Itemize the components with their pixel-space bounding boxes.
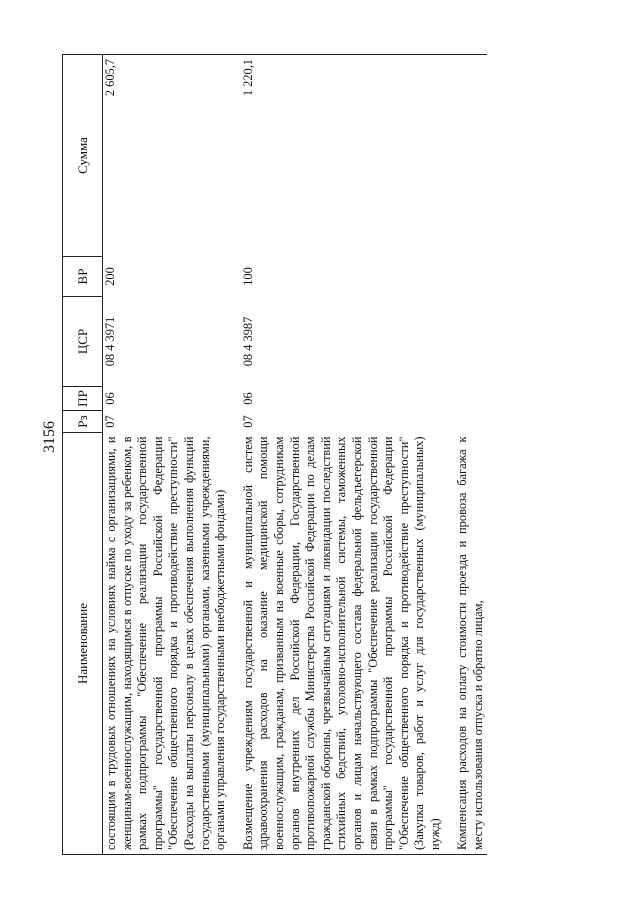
- row-sum: 2 605,7: [103, 55, 229, 257]
- row-rz: 07: [240, 415, 255, 428]
- row-name: Компенсация расходов на оплату стоимости проезда и провоза багажа к месту использования отпуска и обратно лицам,: [455, 433, 486, 855]
- header-vr: ВР: [63, 257, 103, 297]
- header-sum: Сумма: [63, 55, 103, 257]
- table-header-row: [63, 55, 103, 855]
- table-row: [455, 55, 486, 855]
- row-csr: [455, 297, 486, 387]
- budget-table: [62, 54, 487, 855]
- row-rz: [455, 411, 486, 433]
- row-vr: [455, 257, 486, 297]
- row-csr: 08 4 3987: [240, 316, 255, 367]
- header-csr: ЦСР: [63, 297, 103, 387]
- row-sum: 1 220,1: [241, 55, 444, 257]
- row-csr: 08 4 3971: [103, 316, 117, 367]
- row-pr: [455, 387, 486, 411]
- row-gap: [229, 55, 241, 855]
- row-vr: 200: [103, 267, 117, 286]
- table-row: [241, 55, 444, 855]
- row-name: состоящим в трудовых отношениях на условиях найма с организациями, и женщинам-военнослужащим, находящимся в отпуске по уходу за ребенком, в рамках подпрограммы "Обеспечение реализации государственной программы" государственной программы Российской Федерации "Обеспечение общественного порядка и противодействие преступности" (Расходы на выплаты персоналу в целях обеспечения выполнения функций государственными (муниципальными) органами, казенными учреждениями, органами управления государственными внебюджетными фондами): [103, 433, 229, 855]
- row-pr: 06: [240, 392, 255, 405]
- header-name: Наименование: [63, 433, 103, 855]
- row-sum: [455, 55, 486, 257]
- header-rz: Рз: [63, 411, 103, 433]
- row-pr: 06: [103, 392, 117, 405]
- row-vr: 100: [240, 267, 255, 286]
- header-pr: ПР: [63, 387, 103, 411]
- rotated-page: [62, 55, 607, 855]
- row-name: Возмещение учреждениям государственной и муниципальной систем здравоохранения расходов на оказание медицинской помощи военнослужащим, гражданам, призванным на военные сборы, сотрудникам органов внутренних дел Российской Федерации, Государственной противопожарной службы Министерства Российской Федерации по делам гражданской обороны, чрезвычайным ситуациям и ликвидации последствий стихийных бедствий, уголовно-исполнительной системы, таможенных органов и лицам начальствующего состава федеральной фельдъегерской связи в рамках подпрограммы "Обеспечение реализации государственной программы" государственной программы Российской Федерации "Обеспечение общественного порядка и противодействие преступности" (Закупка товаров, работ и услуг для государственных (муниципальных) нужд): [241, 433, 444, 855]
- row-gap: [443, 55, 455, 855]
- row-rz: 07: [103, 415, 117, 428]
- table-row: [103, 55, 229, 855]
- page-number: 3156: [41, 421, 58, 453]
